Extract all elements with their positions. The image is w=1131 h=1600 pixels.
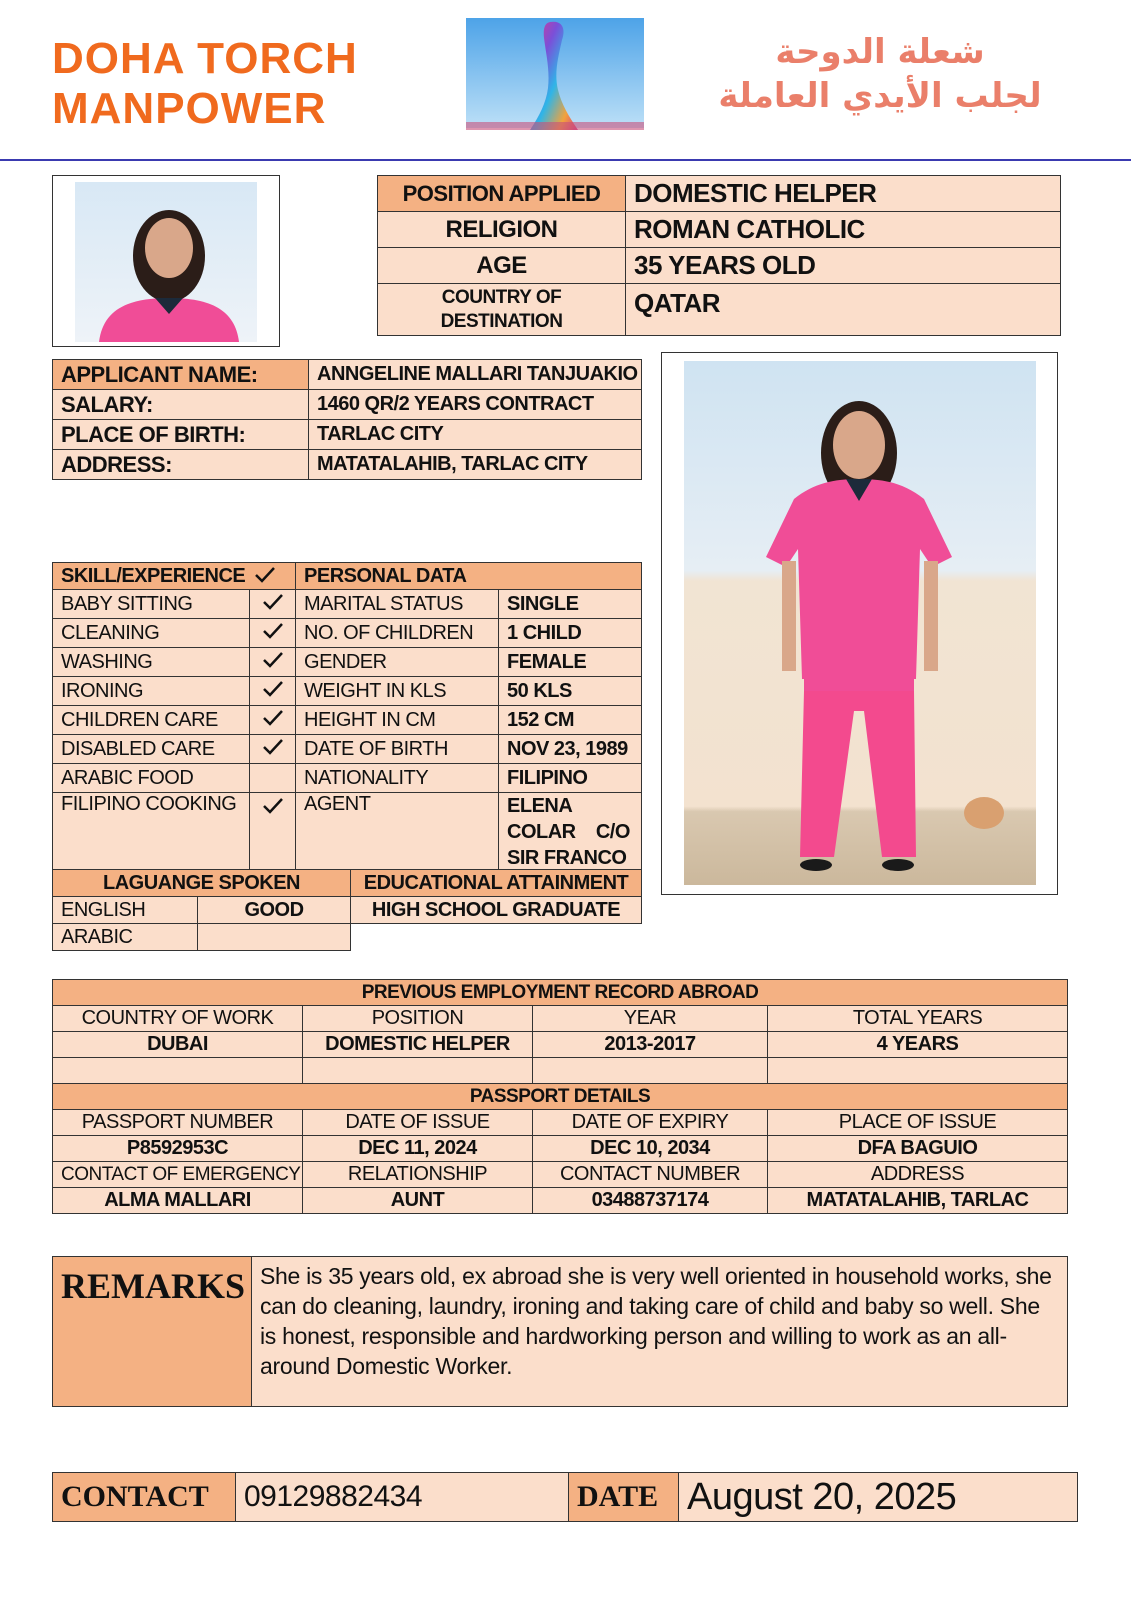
checkmark-icon <box>262 797 284 815</box>
skill-check-cell <box>250 706 296 735</box>
company-name-ar-line1: شعلة الدوحة <box>775 32 985 72</box>
agent-line: COLAR C/O <box>507 821 630 843</box>
employment-header-country: COUNTRY OF WORK <box>53 1006 303 1032</box>
skill-name: CLEANING <box>53 619 250 648</box>
full-body-figure-icon <box>684 361 1036 885</box>
passport-number: P8592953C <box>53 1136 303 1162</box>
education-header: EDUCATIONAL ATTAINMENT <box>351 870 642 897</box>
language-english: ENGLISH <box>53 897 198 924</box>
skill-row <box>53 793 642 875</box>
personal-field-value: FEMALE <box>499 648 642 677</box>
checkmark-icon <box>262 738 284 756</box>
position-applied-label: POSITION APPLIED <box>378 176 626 212</box>
skills-personal-table <box>52 562 642 875</box>
passport-place-issue: DFA BAGUIO <box>768 1136 1068 1162</box>
personal-data-header: PERSONAL DATA <box>296 563 642 590</box>
language-education-table <box>52 869 642 951</box>
employment-header-year: YEAR <box>533 1006 768 1032</box>
place-of-birth-label: PLACE OF BIRTH: <box>53 420 309 450</box>
address-value: MATATALAHIB, TARLAC CITY <box>309 450 642 480</box>
employment-country: DUBAI <box>53 1032 303 1058</box>
employment-total: 4 YEARS <box>768 1032 1068 1058</box>
personal-field-label: HEIGHT IN CM <box>296 706 499 735</box>
checkmark-icon <box>262 622 284 640</box>
emergency-header-number: CONTACT NUMBER <box>533 1162 768 1188</box>
passport-title: PASSPORT DETAILS <box>53 1084 1068 1110</box>
emergency-header-contact: CONTACT OF EMERGENCY <box>53 1162 303 1188</box>
emergency-contact-name: ALMA MALLARI <box>53 1188 303 1214</box>
skill-row <box>53 590 642 619</box>
remarks-box <box>52 1256 1068 1407</box>
position-applied-value: DOMESTIC HELPER <box>626 176 1061 212</box>
personal-field-value: NOV 23, 1989 <box>499 735 642 764</box>
personal-field-value: SINGLE <box>499 590 642 619</box>
company-name-line2: MANPOWER <box>52 84 327 133</box>
age-label: AGE <box>378 248 626 284</box>
employment-empty-cell <box>768 1058 1068 1084</box>
skill-name: ARABIC FOOD <box>53 764 250 793</box>
personal-field-value: FILIPINO <box>499 764 642 793</box>
employment-empty-cell <box>53 1058 303 1084</box>
agent-line: SIR FRANCO <box>507 847 627 869</box>
emergency-address: MATATALAHIB, TARLAC <box>768 1188 1068 1214</box>
portrait-figure-icon <box>75 182 257 342</box>
emergency-header-relationship: RELATIONSHIP <box>303 1162 533 1188</box>
torch-tower-logo <box>466 18 644 140</box>
company-name-ar-line2: لجلب الأيدي العاملة <box>718 76 1042 116</box>
personal-field-value: 1 CHILD <box>499 619 642 648</box>
skill-row <box>53 619 642 648</box>
agent-line: ELENA <box>507 795 573 817</box>
passport-date-expiry: DEC 10, 2034 <box>533 1136 768 1162</box>
employment-empty-cell <box>303 1058 533 1084</box>
skill-row <box>53 706 642 735</box>
religion-value: ROMAN CATHOLIC <box>626 212 1061 248</box>
applicant-name-value: ANNGELINE MALLARI TANJUAKIO <box>309 360 642 390</box>
company-name-arabic <box>660 30 1100 118</box>
skill-check-cell <box>250 677 296 706</box>
education-value: HIGH SCHOOL GRADUATE <box>351 897 642 924</box>
skill-name: BABY SITTING <box>53 590 250 619</box>
personal-field-label: NATIONALITY <box>296 764 499 793</box>
personal-field-value <box>499 793 642 875</box>
skills-header-label: SKILL/EXPERIENCE <box>61 564 246 587</box>
header-divider <box>0 159 1131 161</box>
remarks-text: She is 35 years old, ex abroad she is very well oriented in household works, she can do cleaning, laundry, ironing and taking care of child and baby so well. She is honest, responsible and hardworking person and willing to work as an all-around Domestic Worker. <box>252 1257 1068 1407</box>
company-name-english <box>52 34 432 134</box>
passport-date-issue: DEC 11, 2024 <box>303 1136 533 1162</box>
emergency-relationship: AUNT <box>303 1188 533 1214</box>
skill-check-cell <box>250 648 296 677</box>
personal-field-value: 152 CM <box>499 706 642 735</box>
checkmark-icon <box>262 680 284 698</box>
checkmark-icon <box>262 593 284 611</box>
employment-year: 2013-2017 <box>533 1032 768 1058</box>
skill-name: WASHING <box>53 648 250 677</box>
checkmark-icon <box>262 709 284 727</box>
employment-title: PREVIOUS EMPLOYMENT RECORD ABROAD <box>53 980 1068 1006</box>
date-label: DATE <box>569 1473 679 1522</box>
skill-row <box>53 648 642 677</box>
language-arabic: ARABIC <box>53 924 198 951</box>
employment-header-total: TOTAL YEARS <box>768 1006 1068 1032</box>
contact-value: 09129882434 <box>236 1473 569 1522</box>
skill-row <box>53 735 642 764</box>
emergency-header-address: ADDRESS <box>768 1162 1068 1188</box>
skill-row <box>53 764 642 793</box>
skill-check-cell <box>250 619 296 648</box>
personal-field-label: GENDER <box>296 648 499 677</box>
checkmark-icon <box>254 566 276 584</box>
personal-field-label: AGENT <box>296 793 499 875</box>
personal-field-label: WEIGHT IN KLS <box>296 677 499 706</box>
personal-field-label: MARITAL STATUS <box>296 590 499 619</box>
skill-check-cell <box>250 590 296 619</box>
position-table <box>377 175 1061 336</box>
religion-label: RELIGION <box>378 212 626 248</box>
passport-header-expiry: DATE OF EXPIRY <box>533 1110 768 1136</box>
passport-header-place: PLACE OF ISSUE <box>768 1110 1068 1136</box>
personal-field-label: NO. OF CHILDREN <box>296 619 499 648</box>
applicant-name-label: APPLICANT NAME: <box>53 360 309 390</box>
emergency-contact-number: 03488737174 <box>533 1188 768 1214</box>
salary-label: SALARY: <box>53 390 309 420</box>
language-header: LAGUANGE SPOKEN <box>53 870 351 897</box>
skill-name: DISABLED CARE <box>53 735 250 764</box>
passport-header-issue: DATE OF ISSUE <box>303 1110 533 1136</box>
skill-name: FILIPINO COOKING <box>53 793 250 875</box>
remarks-label: REMARKS <box>53 1257 252 1407</box>
empty-cell <box>351 924 642 951</box>
skills-rows <box>53 590 642 875</box>
skill-check-cell <box>250 793 296 875</box>
date-value: August 20, 2025 <box>679 1473 1078 1522</box>
place-of-birth-value: TARLAC CITY <box>309 420 642 450</box>
language-english-level: GOOD <box>198 897 351 924</box>
company-name-line1: DOHA TORCH <box>52 34 358 83</box>
employment-passport-table <box>52 979 1068 1214</box>
passport-header-number: PASSPORT NUMBER <box>53 1110 303 1136</box>
skills-header <box>53 563 296 590</box>
employment-position: DOMESTIC HELPER <box>303 1032 533 1058</box>
country-destination-value: QATAR <box>626 284 1061 336</box>
language-arabic-level <box>198 924 351 951</box>
age-value: 35 YEARS OLD <box>626 248 1061 284</box>
skill-name: IRONING <box>53 677 250 706</box>
personal-field-value: 50 KLS <box>499 677 642 706</box>
salary-value: 1460 QR/2 YEARS CONTRACT <box>309 390 642 420</box>
skill-row <box>53 677 642 706</box>
address-label: ADDRESS: <box>53 450 309 480</box>
contact-label: CONTACT <box>53 1473 236 1522</box>
employment-empty-cell <box>533 1058 768 1084</box>
applicant-full-body-photo <box>661 352 1058 895</box>
skill-name: CHILDREN CARE <box>53 706 250 735</box>
employment-header-position: POSITION <box>303 1006 533 1032</box>
country-destination-label: COUNTRY OF DESTINATION <box>378 284 626 336</box>
skill-check-cell <box>250 764 296 793</box>
skill-check-cell <box>250 735 296 764</box>
applicant-portrait <box>52 175 280 347</box>
personal-field-label: DATE OF BIRTH <box>296 735 499 764</box>
applicant-table <box>52 359 642 480</box>
checkmark-icon <box>262 651 284 669</box>
footer-contact-date <box>52 1472 1078 1522</box>
